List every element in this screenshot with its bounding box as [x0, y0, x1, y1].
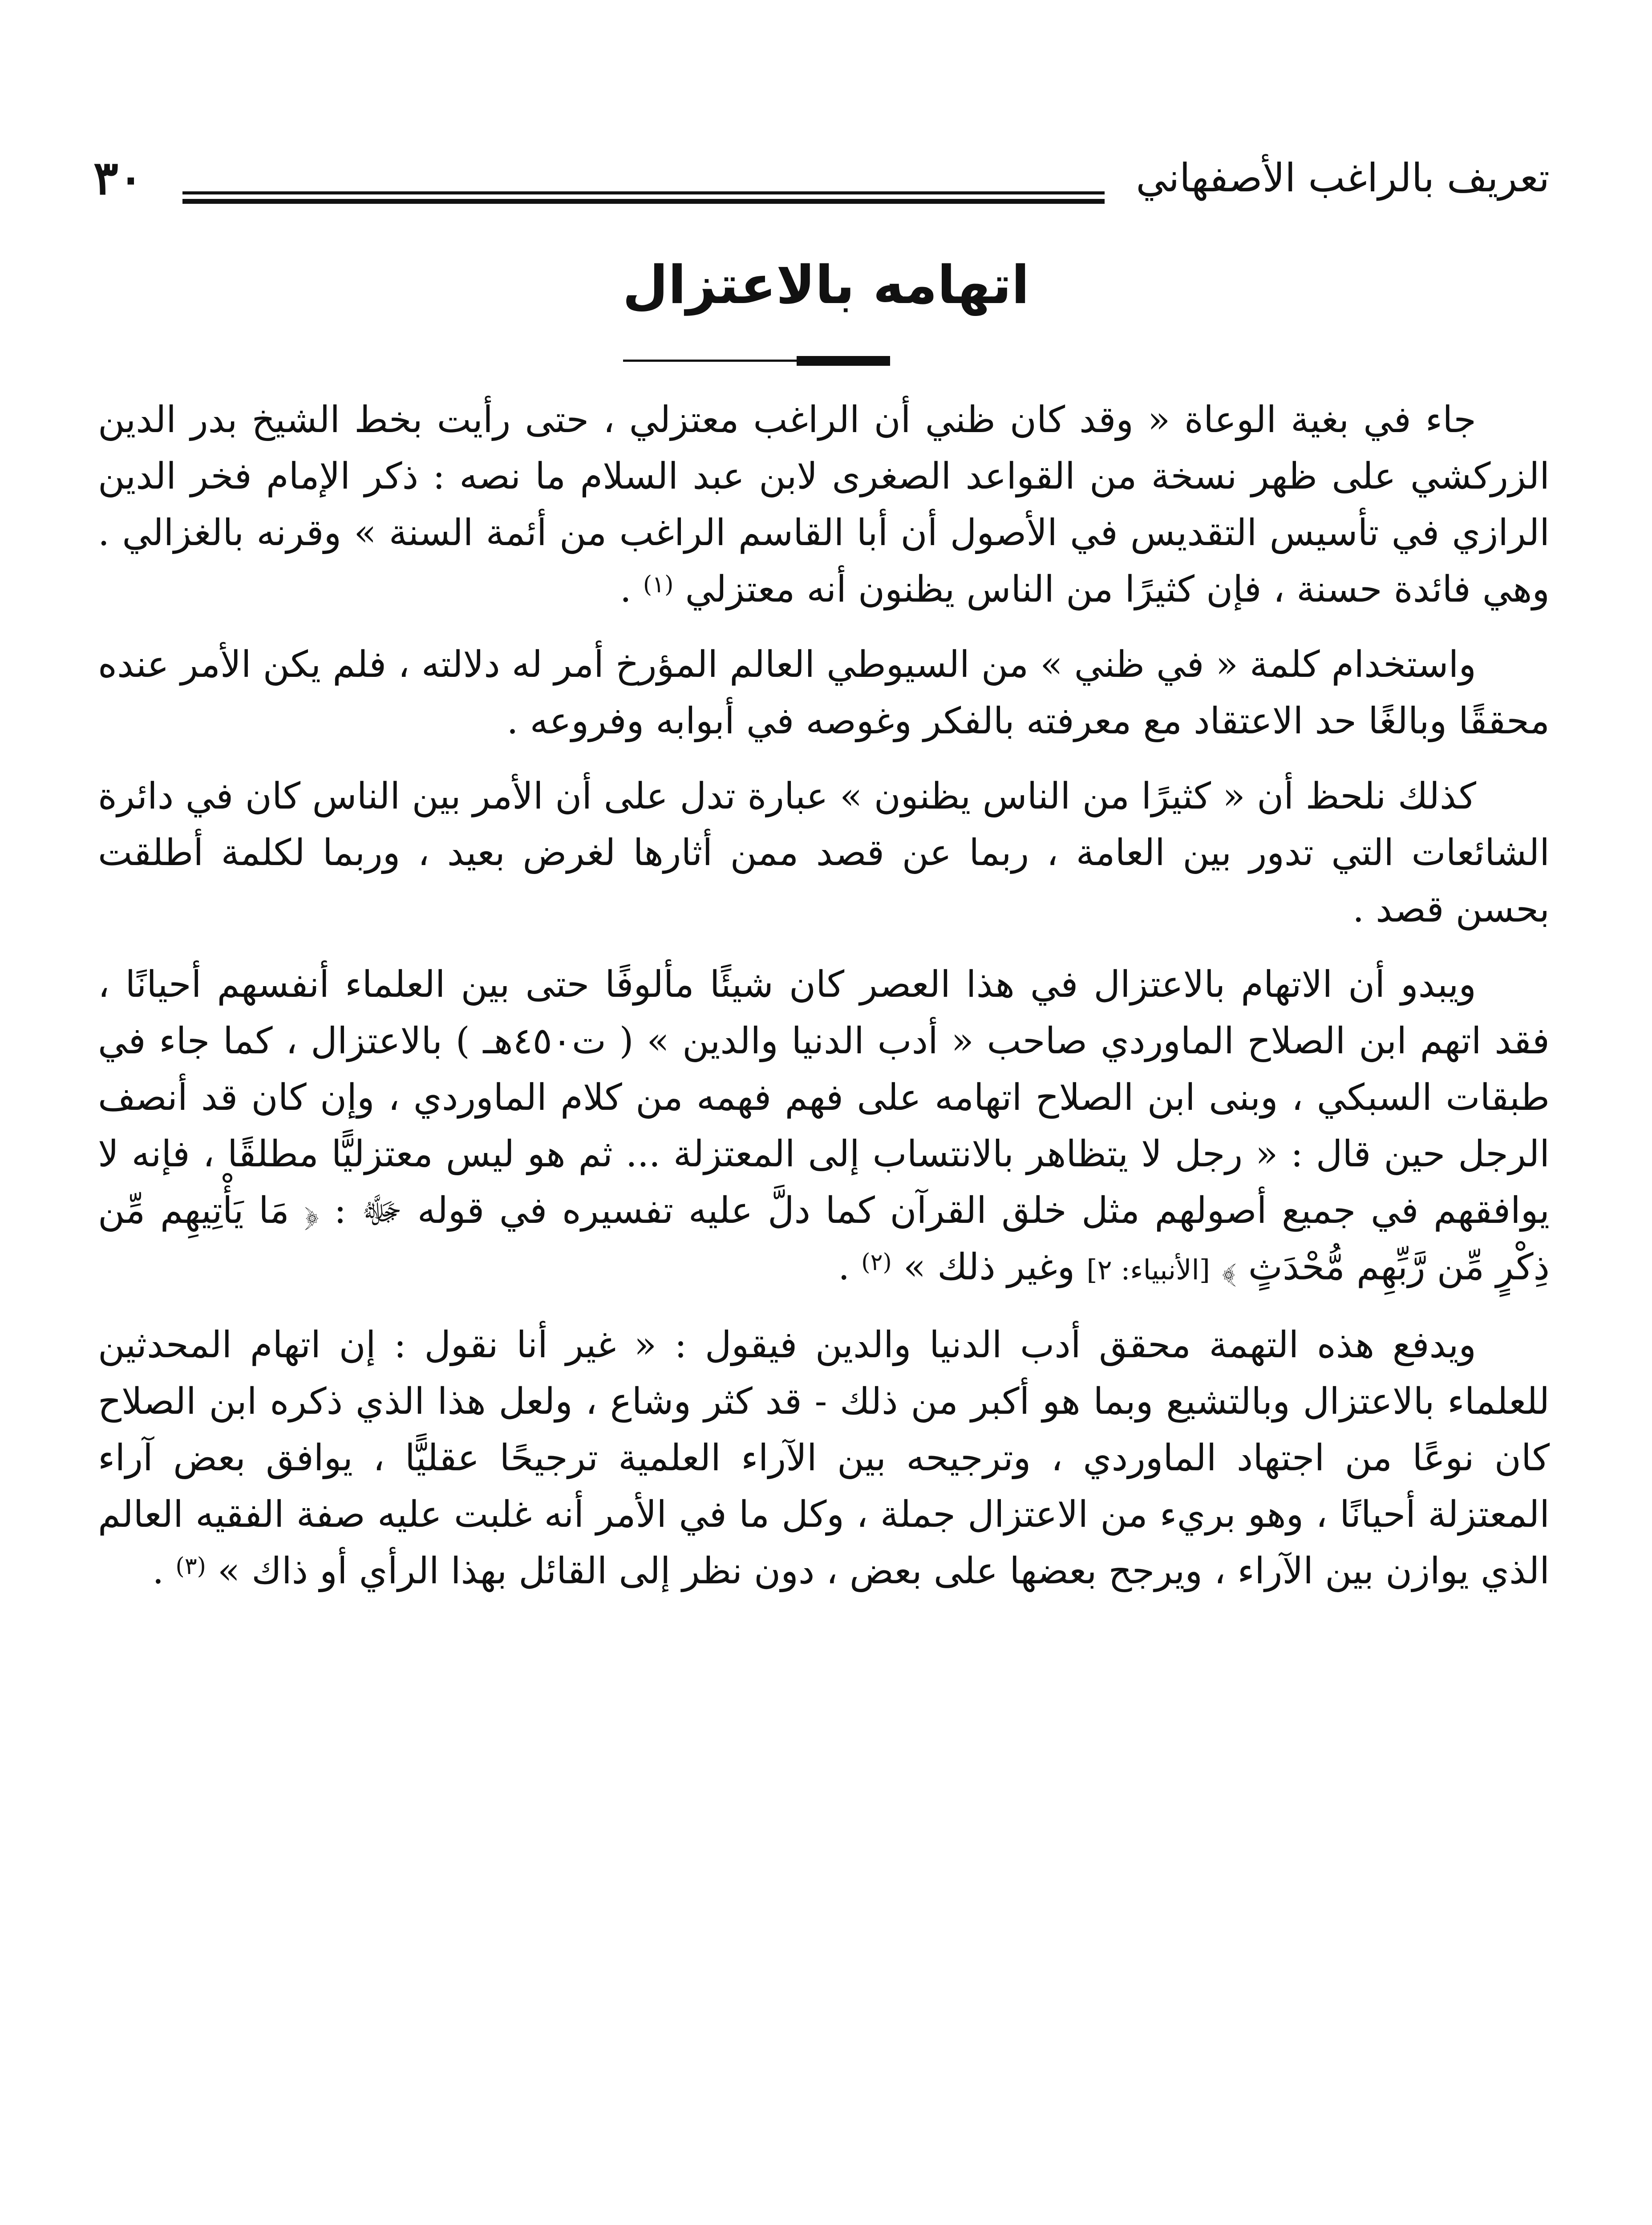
header-double-rule [182, 191, 1105, 204]
paragraph-2: واستخدام كلمة « في ظني » من السيوطي العالم المؤرخ أمر له دلالته ، فلم يكن الأمر عنده محققًا وبالغًا حد الاعتقاد مع معرفته بالفكر وغوصه في أبوابه وفروعه . [98, 643, 1550, 742]
running-title: تعريف بالراغب الأصفهاني [1136, 155, 1550, 201]
footnote-marker-1[interactable]: (١) [643, 571, 674, 598]
quran-verse-reference: [الأنبياء: ٢] [1086, 1254, 1210, 1286]
footnote-marker-3[interactable]: (٣) [175, 1553, 206, 1580]
body-text [98, 392, 1550, 1618]
paragraph-4: ويبدو أن الاتهام بالاعتزال في هذا العصر كان شيئًا مألوفًا حتى بين العلماء أنفسهم أحيانًا ، فقد اتهم ابن الصلاح الماوردي صاحب « أدب الدنيا والدين » ( ت٤٥٠هـ ) بالاعتزال ، كما جاء في طبقات السبكي ، وبنى ابن الصلاح اتهامه على فهم فهمه من كلام الماوردي ، وإن كان قد أنصف الرجل حين قال : « رجل لا يتظاهر بالانتساب إلى المعتزلة ... ثم هو ليس معتزليًّا مطلقًا ، فإنه لا يوافقهم في جميع أصولهم مثل خلق القرآن كما دلَّ عليه تفسيره في قوله ﷻ : ﴿ مَا يَأْتِيهِم مِّن ذِكْرٍ مِّن رَّبِّهِم مُّحْدَثٍ ﴾ [الأنبياء: ٢] وغير ذلك » $^{(٢)}$ . [98, 963, 1550, 1288]
title-underline [623, 356, 890, 367]
page-number: ٣٠ [93, 150, 143, 205]
paragraph-5: ويدفع هذه التهمة محقق أدب الدنيا والدين فيقول : « غير أنا نقول : إن اتهام المحدثين للعلماء بالاعتزال وبالتشيع وبما هو أكبر من ذلك - قد كثر وشاع ، ولعل هذا الذي ذكره ابن الصلاح كان نوعًا من اجتهاد الماوردي ، وترجيحه بين الآراء العلمية ترجيحًا عقليًّا ، يوافق بعض آراء المعتزلة أحيانًا ، وهو بريء من الاعتزال جملة ، وكل ما في الأمر أنه غلبت عليه صفة الفقيه العالم الذي يوازن بين الآراء ، ويرجح بعضها على بعض ، دون نظر إلى القائل بهذا الرأي أو ذاك » $^{(٣)}$ . [98, 1324, 1550, 1592]
paragraph-1: جاء في بغية الوعاة « وقد كان ظني أن الراغب معتزلي ، حتى رأيت بخط الشيخ بدر الدين الزركشي على ظهر نسخة من القواعد الصغرى لابن عبد السلام ما نصه : ذكر الإمام فخر الدين الرازي في تأسيس التقديس في الأصول أن أبا القاسم الراغب من أئمة السنة » وقرنه بالغزالي . وهي فائدة حسنة ، فإن كثيرًا من الناس يظنون أنه معتزلي $^{(١)}$ . [98, 399, 1550, 611]
section-title: اتهامه بالاعتزال [622, 254, 1030, 316]
footnote-marker-2[interactable]: (٢) [861, 1249, 892, 1276]
running-header [93, 136, 1550, 207]
paragraph-3: كذلك نلحظ أن « كثيرًا من الناس يظنون » عبارة تدل على أن الأمر بين الناس كان في دائرة الشائعات التي تدور بين العامة ، ربما عن قصد ممن أثارها لغرض بعيد ، وربما لكلمة أطلقت بحسن قصد . [98, 775, 1550, 930]
